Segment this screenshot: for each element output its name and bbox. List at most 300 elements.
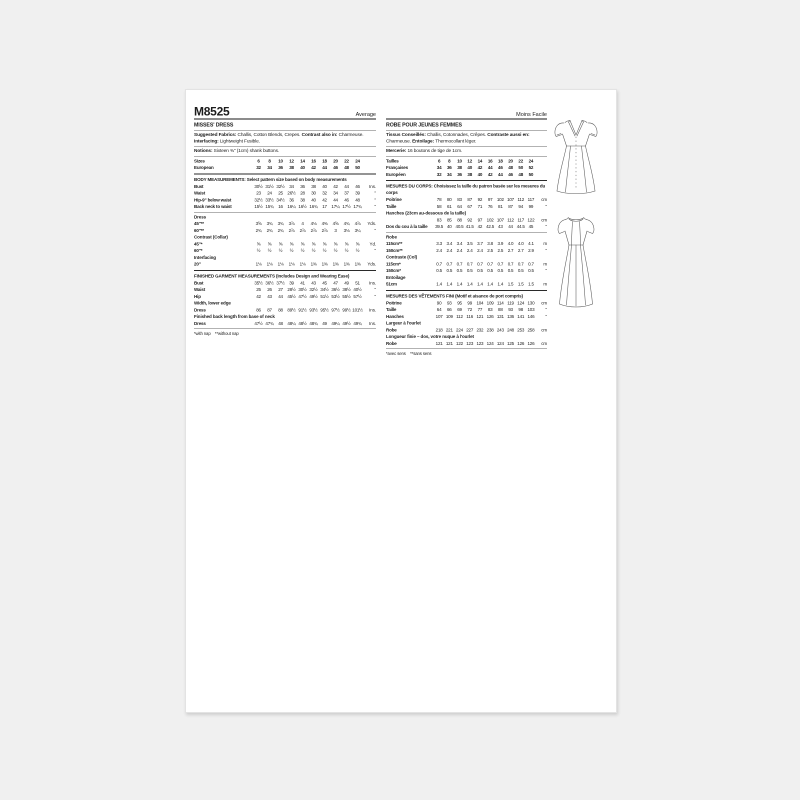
cell-value: 0.7 bbox=[436, 261, 442, 267]
table-subheading: Contrast (Collar) bbox=[194, 234, 228, 240]
cell-value: 50 bbox=[528, 171, 534, 177]
cell-value: 4.0 bbox=[517, 241, 524, 246]
cell-value: 103 bbox=[527, 307, 535, 312]
cell-value: 2⅞ bbox=[310, 227, 317, 233]
cell-value: 33½ bbox=[265, 197, 274, 203]
cell-value: 1⅛ bbox=[288, 261, 295, 267]
row-label: 45"* bbox=[194, 241, 203, 247]
cell-value: 16¼ bbox=[287, 204, 296, 209]
unit-label: Yds. bbox=[367, 221, 376, 226]
cell-value: 94 bbox=[518, 203, 524, 209]
cell-value: 1.4 bbox=[487, 281, 493, 287]
row-label: 45"** bbox=[194, 221, 204, 226]
cell-value: 38½ bbox=[342, 287, 351, 292]
cell-value: 258 bbox=[527, 327, 535, 333]
cell-value: 2⅞ bbox=[321, 227, 328, 233]
cell-value: 32 bbox=[322, 190, 327, 196]
cell-value: 0.5 bbox=[507, 268, 514, 273]
row-label: Waist bbox=[194, 190, 206, 196]
cell-value: 99 bbox=[528, 203, 534, 209]
cell-value: 109 bbox=[486, 300, 494, 306]
cell-value: 112 bbox=[517, 197, 525, 202]
cell-value: 23 bbox=[256, 190, 261, 196]
cell-value: 43 bbox=[311, 280, 316, 286]
row-label: Taille bbox=[386, 307, 397, 312]
cell-value: 42 bbox=[487, 171, 493, 177]
cell-value: 10 bbox=[278, 158, 283, 164]
cell-value: 42.5 bbox=[486, 224, 495, 229]
cell-value: 22 bbox=[518, 158, 524, 164]
cell-value: 130 bbox=[527, 300, 535, 306]
cell-value: 4¾ bbox=[343, 221, 350, 226]
table-row bbox=[194, 221, 376, 228]
cell-value: 2.4 bbox=[477, 247, 483, 253]
cell-value: 121 bbox=[476, 313, 484, 319]
row-label: Dress bbox=[194, 307, 206, 313]
text-run: Charmeuse. bbox=[338, 132, 365, 138]
cell-value: 34 bbox=[447, 171, 452, 177]
row-label: Européen bbox=[386, 171, 406, 177]
cell-value: ½ bbox=[300, 248, 305, 253]
table-row bbox=[386, 261, 547, 268]
text-line bbox=[386, 132, 547, 145]
row-label: 150cm** bbox=[386, 247, 403, 253]
cell-value: 112 bbox=[507, 217, 514, 223]
cell-value: 83 bbox=[436, 217, 442, 223]
cell-value: 72 bbox=[467, 307, 473, 312]
cell-value: 1⅜ bbox=[321, 261, 328, 267]
cell-value: 97½ bbox=[331, 307, 340, 313]
cell-value: 49¼ bbox=[331, 320, 340, 326]
cell-value: 0.7 bbox=[528, 261, 534, 267]
cell-value: 44 bbox=[278, 293, 283, 299]
table-subheading: Hanches (23cm au-dessous de la taille) bbox=[386, 210, 466, 216]
row-values bbox=[253, 221, 363, 228]
cell-value: 3.5 bbox=[466, 241, 473, 246]
unit-label: Ins. bbox=[369, 183, 376, 189]
cell-value: 28½ bbox=[287, 287, 296, 292]
cell-value: 77 bbox=[477, 307, 483, 312]
measurement-table bbox=[194, 280, 376, 327]
cell-value: 37 bbox=[344, 190, 349, 196]
cell-value: 0.5 bbox=[446, 268, 453, 273]
cell-value: 50 bbox=[518, 165, 524, 170]
unit-label: m bbox=[543, 281, 547, 287]
table-row bbox=[386, 171, 547, 178]
cell-value: 125 bbox=[507, 340, 514, 346]
cell-value: 2¾ bbox=[266, 227, 273, 233]
cell-value: 131 bbox=[496, 313, 504, 319]
measurement-table bbox=[386, 300, 547, 347]
cell-value: 0.5 bbox=[456, 268, 463, 273]
divider bbox=[194, 212, 376, 213]
cell-value: 3 bbox=[334, 227, 337, 233]
row-label: Sizes bbox=[194, 158, 205, 164]
cell-value: 80 bbox=[447, 197, 452, 202]
unit-label: " bbox=[374, 248, 376, 253]
cell-value: 40 bbox=[322, 183, 327, 189]
cell-value: 46 bbox=[355, 183, 360, 189]
cell-value: ½ bbox=[267, 248, 272, 253]
cell-value: 46 bbox=[333, 165, 338, 170]
cell-value: 16¾ bbox=[309, 204, 318, 209]
cell-value: 17¼ bbox=[331, 204, 340, 209]
cell-value: 3⅞ bbox=[288, 221, 295, 226]
table-row bbox=[194, 293, 376, 300]
table-row bbox=[194, 307, 376, 314]
cell-value: 1.4 bbox=[446, 281, 453, 287]
cell-value: 2¾ bbox=[255, 227, 262, 233]
cell-value: 44 bbox=[498, 171, 503, 177]
measurement-table bbox=[386, 158, 547, 178]
cell-value: 99½ bbox=[342, 307, 351, 313]
cell-value: 52 bbox=[528, 165, 534, 170]
cell-value: 15½ bbox=[254, 204, 263, 209]
cell-value: 42 bbox=[477, 165, 483, 170]
cell-value: 40 bbox=[447, 224, 452, 229]
cell-value: 12 bbox=[467, 158, 473, 164]
cell-value: 121 bbox=[445, 340, 453, 346]
cell-value: 32½ bbox=[309, 287, 318, 292]
cell-value: 1.5 bbox=[528, 281, 534, 287]
cell-value: 3⅛ bbox=[343, 227, 350, 233]
cell-value: ½ bbox=[256, 248, 261, 253]
row-label: 150cm* bbox=[386, 268, 401, 273]
cell-value: ⅝ bbox=[289, 241, 294, 247]
row-values bbox=[434, 281, 536, 288]
cell-value: 3.4 bbox=[446, 241, 453, 246]
unit-label: " bbox=[545, 307, 547, 312]
cell-value: 2.5 bbox=[497, 247, 504, 253]
unit-label: Yd. bbox=[369, 241, 376, 247]
cell-value: 48 bbox=[278, 320, 283, 326]
pattern-number: M8525 bbox=[194, 105, 230, 119]
cell-value: 41 bbox=[300, 280, 305, 286]
cell-value: 38 bbox=[311, 183, 316, 189]
cell-value: 114 bbox=[497, 300, 504, 306]
cell-value: ⅝ bbox=[322, 241, 327, 247]
cell-value: 126 bbox=[486, 313, 494, 319]
french-column bbox=[386, 101, 547, 358]
cell-value: 24 bbox=[528, 158, 534, 164]
cell-value: 64 bbox=[436, 307, 442, 312]
cell-value: 32 bbox=[436, 171, 442, 177]
row-label: Hanches bbox=[386, 313, 404, 319]
cell-value: 34 bbox=[289, 183, 294, 189]
cell-value: 2.7 bbox=[507, 247, 514, 253]
cell-value: 2.4 bbox=[466, 247, 473, 253]
cell-value: 95½ bbox=[320, 307, 329, 313]
table-row bbox=[386, 224, 547, 231]
text-line bbox=[194, 148, 376, 154]
unit-label: " bbox=[374, 204, 376, 209]
unit-label: Ins. bbox=[369, 280, 376, 286]
difficulty-label-en: Average bbox=[355, 111, 376, 118]
cell-value: 16 bbox=[487, 158, 493, 164]
unit-label: cm bbox=[541, 327, 547, 333]
cell-value: 0.5 bbox=[497, 268, 504, 273]
cell-value: 47 bbox=[333, 280, 338, 286]
cell-value: 27 bbox=[278, 287, 283, 292]
cell-value: ⅝ bbox=[333, 241, 338, 247]
cell-value: 3.4 bbox=[456, 241, 463, 246]
cell-value: ⅝ bbox=[278, 241, 283, 247]
row-values bbox=[434, 158, 536, 165]
cell-value: 38 bbox=[467, 171, 473, 177]
cell-value: 238 bbox=[486, 327, 494, 333]
cell-value: 49½ bbox=[342, 320, 351, 326]
cell-value: 3¾ bbox=[277, 221, 284, 226]
cell-value: 49 bbox=[322, 320, 327, 326]
text-run: Challis, Cotton Blends, Crepes. bbox=[237, 132, 302, 138]
table-row bbox=[194, 280, 376, 287]
cell-value: 40 bbox=[477, 171, 483, 177]
unit-label: " bbox=[374, 287, 376, 292]
cell-value: 34 bbox=[436, 165, 442, 170]
cell-value: 2.5 bbox=[487, 247, 493, 253]
row-values bbox=[253, 190, 363, 197]
french-column-header bbox=[386, 101, 547, 120]
cell-value: 227 bbox=[466, 327, 474, 333]
cell-value: 83 bbox=[457, 197, 462, 202]
cell-value: 44 bbox=[322, 165, 327, 170]
cell-value: 102 bbox=[496, 197, 504, 202]
row-values bbox=[253, 287, 363, 294]
text-run: Suggested Fabrics: bbox=[194, 132, 238, 138]
cell-value: 4.0 bbox=[507, 241, 514, 246]
cell-value: 102 bbox=[486, 217, 494, 223]
cell-value: 126 bbox=[517, 340, 525, 346]
cell-value: 0.7 bbox=[517, 261, 524, 267]
cell-value: 2⅞ bbox=[299, 227, 306, 233]
row-label: Robe bbox=[386, 327, 397, 333]
table-row bbox=[386, 340, 547, 347]
cell-value: 107 bbox=[435, 313, 443, 319]
cell-value: 85 bbox=[447, 217, 452, 223]
row-values bbox=[434, 300, 536, 307]
row-values bbox=[253, 261, 363, 268]
row-values bbox=[434, 203, 536, 210]
cell-value: 124 bbox=[496, 340, 504, 346]
cell-value: 136 bbox=[507, 313, 514, 319]
cell-value: 16½ bbox=[298, 204, 307, 209]
cell-value: 45½ bbox=[287, 293, 296, 299]
row-label: Hip bbox=[194, 293, 201, 299]
cell-value: 2.7 bbox=[517, 247, 524, 253]
row-values bbox=[253, 280, 363, 287]
cell-value: 4 bbox=[301, 221, 304, 226]
cell-value: 1⅜ bbox=[332, 261, 339, 267]
cell-value: 49¾ bbox=[353, 320, 362, 326]
cell-value: 44.5 bbox=[516, 224, 525, 229]
cell-value: 1⅛ bbox=[255, 261, 262, 267]
row-values bbox=[434, 307, 536, 314]
table-subheading: Width, lower edge bbox=[194, 300, 231, 306]
cell-value: 0.5 bbox=[466, 268, 473, 273]
row-values bbox=[434, 197, 536, 204]
row-values bbox=[434, 217, 536, 224]
cell-value: 123 bbox=[476, 340, 484, 346]
text-line bbox=[386, 148, 547, 154]
cell-value: 6 bbox=[257, 158, 260, 164]
cell-value: 44 bbox=[333, 197, 338, 203]
row-label: Poitrine bbox=[386, 300, 402, 306]
cell-value: 224 bbox=[456, 327, 463, 333]
cell-value: 34½ bbox=[320, 287, 329, 292]
cell-value: 0.5 bbox=[487, 268, 493, 273]
cell-value: 44 bbox=[487, 165, 493, 170]
cell-value: 221 bbox=[445, 327, 453, 333]
row-label: European bbox=[194, 165, 214, 170]
unit-label: m bbox=[543, 261, 547, 267]
cell-value: 46 bbox=[344, 197, 349, 203]
cell-value: 97 bbox=[487, 197, 493, 202]
cell-value: 36½ bbox=[331, 287, 340, 292]
cell-value: 38 bbox=[300, 197, 305, 203]
row-label: 115cm* bbox=[386, 261, 401, 267]
text-run: Challis, Cotonnades, Crêpes. bbox=[427, 132, 488, 138]
table-subheading: Interfacing bbox=[194, 254, 216, 260]
row-values bbox=[253, 158, 363, 165]
cell-value: 126 bbox=[527, 340, 535, 346]
cell-value: 0.5 bbox=[477, 268, 483, 273]
unit-label: " bbox=[374, 197, 376, 203]
cell-value: 39 bbox=[289, 280, 294, 286]
cell-value: 34½ bbox=[276, 197, 285, 203]
cell-value: 107 bbox=[507, 197, 514, 202]
row-label: Bust bbox=[194, 183, 204, 189]
cell-value: 2¾ bbox=[277, 227, 284, 233]
cell-value: 47½ bbox=[298, 293, 307, 299]
unit-label: Ins. bbox=[369, 307, 376, 313]
cell-value: 39 bbox=[355, 190, 360, 196]
cell-value: 32½ bbox=[254, 197, 263, 203]
cell-value: 20 bbox=[333, 158, 338, 164]
dress-back-illustration bbox=[549, 213, 603, 311]
cell-value: 46 bbox=[498, 165, 503, 170]
cell-value: ½ bbox=[344, 248, 349, 253]
cell-value: 122 bbox=[456, 340, 463, 346]
cell-value: 218 bbox=[435, 327, 443, 333]
table-row bbox=[386, 300, 547, 307]
cell-value: 2.4 bbox=[456, 247, 463, 253]
cell-value: 104 bbox=[476, 300, 484, 306]
measurement-table bbox=[386, 234, 547, 288]
cell-value: 0.7 bbox=[507, 261, 514, 267]
cell-value: 49½ bbox=[309, 293, 318, 299]
divider bbox=[386, 349, 547, 350]
table-row bbox=[386, 247, 547, 254]
cell-value: 44 bbox=[344, 183, 349, 189]
cell-value: ½ bbox=[322, 248, 327, 253]
cell-value: 92 bbox=[467, 217, 473, 223]
cell-value: 67 bbox=[467, 203, 473, 209]
cell-value: 42 bbox=[311, 165, 316, 170]
row-label: 51cm bbox=[386, 281, 397, 287]
table-row bbox=[386, 203, 547, 210]
cell-value: 87 bbox=[508, 203, 513, 209]
cell-value: 36 bbox=[300, 183, 305, 189]
unit-label: cm bbox=[541, 340, 547, 346]
cell-value: 253 bbox=[517, 327, 525, 333]
cell-value: 47½ bbox=[254, 320, 263, 326]
cell-value: 232 bbox=[476, 327, 484, 333]
cell-value: 91½ bbox=[298, 307, 307, 313]
divider bbox=[386, 232, 547, 233]
cell-value: 141 bbox=[517, 313, 525, 319]
cell-value: 17 bbox=[322, 204, 327, 209]
cell-value: 26½ bbox=[287, 190, 296, 196]
text-run: *avec sens **sans sens bbox=[386, 351, 432, 356]
unit-label: " bbox=[374, 190, 376, 196]
table-subheading: Entoilage bbox=[386, 274, 406, 280]
cell-value: 0.7 bbox=[477, 261, 483, 267]
divider bbox=[194, 270, 376, 271]
row-label: 20" bbox=[194, 261, 201, 267]
divider bbox=[386, 290, 547, 291]
cell-value: 1⅜ bbox=[343, 261, 350, 267]
row-values bbox=[434, 165, 536, 172]
cell-value: 0.7 bbox=[446, 261, 453, 267]
divider bbox=[194, 329, 376, 330]
cell-value: 24 bbox=[355, 158, 360, 164]
row-values bbox=[434, 224, 536, 231]
cell-value: 15¾ bbox=[265, 204, 274, 209]
text-run: 16 boutons de tige de 1cm. bbox=[407, 148, 463, 154]
divider bbox=[386, 156, 547, 157]
unit-label: " bbox=[545, 313, 547, 319]
text-run: Interfacing: bbox=[194, 138, 220, 144]
cell-value: 48 bbox=[518, 171, 524, 177]
row-label: Back neck to waist bbox=[194, 204, 232, 209]
cell-value: 16 bbox=[278, 204, 283, 209]
cell-value: 1⅜ bbox=[354, 261, 361, 267]
table-row bbox=[194, 320, 376, 327]
cell-value: 3⅝ bbox=[255, 221, 262, 226]
row-values bbox=[434, 171, 536, 178]
row-values bbox=[253, 183, 363, 190]
unit-label: m bbox=[543, 241, 547, 246]
text-run: Mercerie: bbox=[386, 148, 408, 154]
unit-label: cm bbox=[541, 197, 547, 202]
cell-value: 20 bbox=[508, 158, 513, 164]
cell-value: 92 bbox=[477, 197, 483, 202]
row-label: Taille bbox=[386, 203, 397, 209]
cell-value: 66 bbox=[447, 307, 452, 312]
cell-value: 48 bbox=[355, 197, 360, 203]
section-heading: MESURES DU CORPS: Choisissez la taille du patron basée sur les mesures du corps bbox=[386, 183, 546, 195]
section-heading: MESURES DES VÊTEMENTS FINI (Motif et aisance de port compris) bbox=[386, 293, 523, 299]
cell-value: 248 bbox=[507, 327, 514, 333]
cell-value: 0.7 bbox=[487, 261, 493, 267]
cell-value: 117 bbox=[517, 217, 525, 223]
cell-value: 14 bbox=[477, 158, 483, 164]
cell-value: 55½ bbox=[342, 293, 351, 299]
column-title: ROBE POUR JEUNES FEMMES bbox=[386, 122, 462, 128]
cell-value: 71 bbox=[477, 203, 483, 209]
cell-value: 22 bbox=[344, 158, 349, 164]
english-column bbox=[194, 101, 376, 338]
text-run: Sixteen ⅜" (1cm) shank buttons. bbox=[213, 148, 280, 154]
row-label: Françaises bbox=[386, 165, 409, 170]
table-row bbox=[386, 268, 547, 275]
cell-value: 69 bbox=[457, 307, 462, 312]
cell-value: 87 bbox=[467, 197, 473, 202]
unit-label: " bbox=[545, 268, 547, 273]
cell-value: 6 bbox=[437, 158, 441, 164]
cell-value: ⅝ bbox=[355, 241, 360, 247]
cell-value: 86 bbox=[256, 307, 261, 313]
